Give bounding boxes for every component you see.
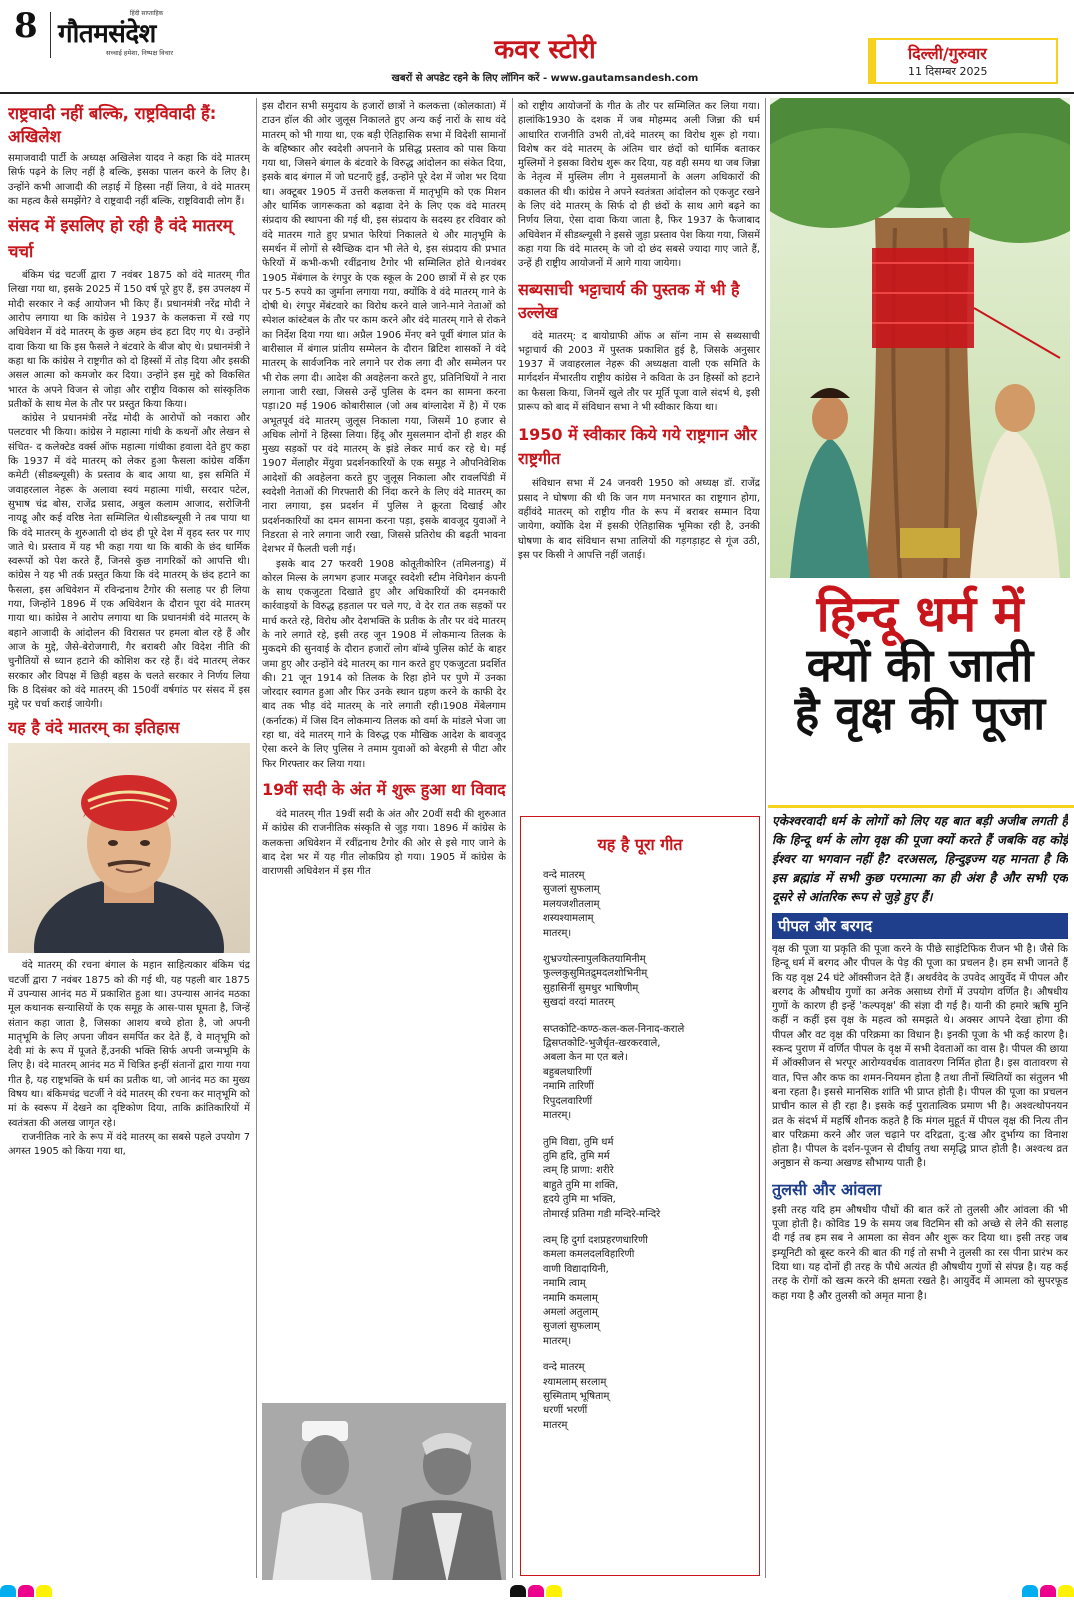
- column-1: [8, 100, 250, 1580]
- song-line: सुहासिनीं सुमधुर भाषिणीम्: [543, 982, 639, 994]
- song-line: सुखदां वरदां मातरम्: [543, 997, 615, 1009]
- main-title-line-1: हिन्दू धर्म में: [816, 585, 1024, 643]
- song-line: द्विसप्तकोटि-भुजैर्धृत-खरकरवाले,: [543, 1038, 661, 1050]
- portrait-illustration: [8, 743, 250, 953]
- date-box: [868, 38, 1058, 84]
- page-number: 8: [14, 6, 38, 46]
- song-line: सुजलां सुफलाम्: [543, 1321, 600, 1333]
- song-line: वन्दे मातरम्: [543, 1362, 585, 1374]
- paragraph: वंदे मातरम्: द बायोग्राफी ऑफ अ सॉन्ग नाम से सब्यसाची भट्टाचार्य की 2003 में पुस्तक प्रकाशित हुई है, जिसके अनुसार 1937 में जवाहरलाल नेहरू की अध्यक्षता वाली एक समिति के मार्गदर्शन मेंभारतीय राष्ट्रीय कांग्रेस ने कविता के उन हिस्सों को हटाने का फैसला किया, जिनमें खुले तौर पर मूर्ति पूजा वाले संदर्भ थे, इसी प्रारूप को बाद में संविधान सभा ने भी स्वीकार किया था।: [518, 330, 760, 414]
- intro-paragraph: एकेश्वरवादी धर्म के लोगों को लिए यह बात बड़ी अजीब लगती है कि हिन्दू धर्म के लोग वृक्ष की पूजा क्यों करते हैं जबकि वह कोई ईश्वर या भगवान नहीं है? दरअसल, हिन्दुइज्म यह मानता है कि इस ब्रह्मांड में सभी कुछ परमात्मा का ही अंश है और सभी एक दूसरे से आंतरिक रूप से जुड़े हुए हैं।: [772, 814, 1068, 904]
- song-line: सुस्मिताम् भूषिताम्: [543, 1391, 610, 1402]
- song-line: त्वम् हि प्राणा: शरीरे: [543, 1165, 614, 1177]
- song-line: नमामि तारिणीं: [543, 1081, 594, 1093]
- column-4: [772, 812, 1068, 1582]
- paragraph: राजनीतिक नारे के रूप में वंदे मातरम् का सबसे पहले उपयोग 7 अगस्त 1905 को किया गया था,: [8, 1131, 250, 1158]
- column-2: [262, 100, 506, 1580]
- song-stanza-2: [543, 953, 759, 1011]
- column-divider-3: [765, 98, 766, 1578]
- song-line: नमामि त्वाम्: [543, 1278, 586, 1290]
- headline-history: यह है वंदे मातरम् का इतिहास: [8, 718, 180, 738]
- paragraph: समाजवादी पार्टी के अध्यक्ष अखिलेश यादव ने कहा कि वंदे मातरम् सिर्फ पढ़ने के लिए नहीं है बल्कि, इसका पालन करने के लिए है। उन्होंने कभी आजादी की लड़ाई में हिस्सा नहीं लिया, वे वंदे मातरम् का महत्व कैसे समझेंगे? वे राष्ट्रवादी नहीं बल्कि, राष्ट्रविवादी लोग हैं।: [8, 153, 250, 207]
- song-line: वन्दे मातरम्: [543, 870, 585, 881]
- brand-sub: सच्चाई हमेशा, निष्पक्ष विचार: [106, 49, 174, 57]
- song-stanza-1: [543, 869, 759, 941]
- column-3: [518, 100, 760, 812]
- song-stanza-5: [543, 1234, 759, 1349]
- nehru-jinnah-photo: [262, 1403, 506, 1580]
- section-title: कवर स्टोरी: [494, 35, 596, 65]
- song-line: मातरम्।: [543, 1110, 572, 1122]
- registration-mark: [1058, 1585, 1074, 1597]
- paragraph: इसी तरह यदि हम औषधीय पौधों की बात करें तो तुलसी और आंवला की भी पूजा होती है। कोविड 19 के समय जब विटमिन सी को अच्छे से लेने की सलाह दी गई तब हम सब ने आमला का सेवन और शुरू कर दिया था। इसी तरह जब इम्यूनिटी को बूस्ट करने की बात की गई तो सभी ने तुलसी का रस पीना प्रारंभ कर दिया था। यह दोनों ही तरह के पौधे अत्यंत ही औषधीय गुणों से संपन्न है। यह कई तरह के रोगों को खत्म करने की क्षमता रखते है। आयुर्वेद में आमला को सुपरफूड कहा गया है और तुलसी को अमृत माना है।: [772, 1204, 1068, 1302]
- registration-mark: [18, 1585, 34, 1597]
- song-line: तुमि हृदि, तुमि मर्म: [543, 1150, 610, 1162]
- song-line: रिपुदलवारिणीं: [543, 1095, 593, 1107]
- city-day: दिल्ली/गुरुवार: [908, 44, 987, 63]
- song-line: हृदये तुमि मा भक्ति,: [543, 1194, 616, 1206]
- song-line: मलयजशीतलाम्: [543, 898, 600, 910]
- paragraph: संविधान सभा में 24 जनवरी 1950 को अध्यक्ष डॉ. राजेंद्र प्रसाद ने घोषणा की थी कि जन गण मनभारत का राष्ट्रगान होगा, वहींवंदे मातरम् को राष्ट्रीय गीत के रूप में बराबर सम्मान दिया जायेगा, क्योंकि देश में इसकी ऐतिहासिक भूमिका रही है, उनकी घोषणा के बाद संविधान सभा तालियों की गड़गड़ाहट से गूंज उठी, इस पर किसी ने आपत्ति नहीं जताई।: [518, 478, 760, 561]
- song-line: श्यामलाम् सरलाम्: [543, 1376, 607, 1388]
- song-line: धरणीं भरणीं: [543, 1405, 588, 1417]
- paragraph: कांग्रेस ने प्रधानमंत्री नरेंद्र मोदी के आरोपों को नकारा और पलटवार भी किया। कांग्रेस ने महात्मा गांधी के कथनों और लेखन से संचित- द कलेक्टेड वर्क्स ऑफ महात्मा गांधीका हवाला देते हुए कहा कि 1937 में वंदे मातरम् को लेकर हुआ फैसला कांग्रेस वर्किंग कमेटी (सीडब्ल्यूसी) के प्रस्ताव के बाद आया था, इस समिति में जवाहरलाल नेहरू के अलावा स्वयं महात्मा गांधी, सरदार पटेल, सुभाष चंद्र बोस, राजेंद्र प्रसाद, अबुल कलाम आजाद, सरोजिनी नायडू और कई वरिष्ठ नेता सम्मिलित थे।सीडब्ल्यूसी ने तब पाया था कि वंदे मातरम् के शुरुआती दो छंद ही पूरे देश में वृहद स्तर पर गाए जाते थे। प्रस्ताव में यह भी कहा गया था कि बाकी के छंद धार्मिक स्वरूपों को पेश करते हैं, जिनसे कुछ नागरिकों को आपत्ति थी। कांग्रेस ने यह भी तर्क प्रस्तुत किया कि वंदे मातरम् के छंद हटाने का फैसला, इस अधिवेशन में रविन्द्रनाथ टैगोर की सलाह पर ही लिया गया, जिन्होंने 1896 में एक अधिवेशन के दौरान पूरा वंदे मातरम् गाया था। कांग्रेस ने आरोप लगाया था कि प्रधानमंत्री वंदे मातरम् के बहाने आजादी के आंदोलन की विरासत पर हमला बोल रहे हैं और आज के मुद्दे, जैसे-बेरोजगारी, गैर बराबरी और विदेश नीति की चुनौतियों से ध्यान हटाने की कोशिश कर रहे हैं। वंदे मातरम् लेकर सरकार और विपक्ष में छिड़ी बहस के चलते सरकार ने निर्णय लिया कि 8 दिसंबर को वंदे मातरम् की 150वीं वर्षगांठ पर संसद में इस मुद्दे पर चर्चा कराई जायेगी।: [8, 413, 250, 711]
- song-line: अमलां अतुलाम्: [543, 1306, 598, 1318]
- song-stanza-3: [543, 1023, 759, 1124]
- paragraph: बंकिम चंद्र चटर्जी द्वारा 7 नवंबर 1875 को वंदे मातरम् गीत लिखा गया था, इसके 2025 में 150 वर्ष पूरे हुए हैं, इस उपलक्ष्य में मोदी सरकार ने कई आयोजन भी किए हैं। प्रधानमंत्री नरेंद्र मोदी ने आरोप लगाया था कि कांग्रेस ने 1937 के कलकत्ता में रखे गए अधिवेशन में वंदे मातरम् के कुछ अहम छंद हटा दिए गए थे। उन्होंने दावा किया था कि इस फैसले ने बंटवारे के बीज बोए थे। प्रधानमंत्री ने कहा था कि कांग्रेस ने राष्ट्रगीत को दो हिस्सों में तोड़ दिया और इसकी असल आत्मा को कमजोर कर दिया। उन्होंने इस मुद्दे को विकसित भारत के अपने विजन से जोड़ा और राष्ट्रीय विकास को सांस्कृतिक प्रतीकों के साथ मेल के तौर पर प्रस्तुत किया किया।: [8, 270, 250, 410]
- full-song-box: [520, 816, 760, 1576]
- bankim-portrait: [8, 743, 250, 953]
- masthead-divider: [50, 12, 51, 58]
- tree-illustration: [770, 98, 1070, 578]
- song-line: बाहुते तुमि मा शक्ति,: [543, 1179, 619, 1191]
- brand-tag: हिंदी साप्ताहिक: [130, 10, 164, 17]
- headline-akhilesh: राष्ट्रवादी नहीं बल्कि, राष्ट्रविवादी हैं: अखिलेश: [8, 104, 217, 146]
- song-line: मातरम्: [543, 1419, 568, 1431]
- main-title-rule: [768, 805, 1074, 808]
- song-line: शुभ्रज्योत्स्नापुलकितयामिनीम्: [543, 954, 646, 966]
- column-divider-2: [512, 98, 513, 1578]
- main-title-line-3: है वृक्ष की पूजा: [794, 685, 1046, 740]
- song-line: सप्तकोटि-कण्ठ-कल-कल-निनाद-कराले: [543, 1023, 685, 1035]
- registration-mark: [546, 1585, 562, 1597]
- paragraph: को राष्ट्रीय आयोजनों के गीत के तौर पर सम्मिलित कर लिया गया।हालांकि1930 के दशक में जब मोहम्मद अली जिन्ना की धर्म आधारित राजनीति उभरी तो,वंदे मातरम् का विरोध शुरू हो गया। विशेष कर वंदे मातरम् के अंतिम चार छंदों को धार्मिक बताकर मुस्लिमों ने इसका विरोध शुरू कर दिया, यह वही समय था जब जिन्ना के नेतृत्व में मुस्लिम लीग ने मुसलमानों के अलग अधिकारों की वकालत की थी। कांग्रेस ने अपने स्वतंत्रता आंदोलन को एकजुट रखने के लिए वंदे मातरम् के सिर्फ दो ही छंदों के साथ आगे बढ़ने का निर्णय लिया, ऐसा दावा किया जाता है, फिर 1937 के फैजाबाद अधिवेशन में सीडब्ल्यूसी ने इससे जुड़ा प्रस्ताव पेश किया गया, जिसमें कहा गया कि वंदे मातरम् के जो दो छंद सबसे ज्यादा गाए जाते हैं, उन्हें ही राष्ट्रीय आयोजनों में आगे गाया जायेगा।: [518, 101, 760, 270]
- paragraph: वंदे मातरम् की रचना बंगाल के महान साहित्यकार बंकिम चंद्र चटर्जी द्वारा 7 नवंबर 1875 को की गई थी, यह पहली बार 1875 में उपन्यास आनंद मठ में प्रकाशित हुआ था। उपन्यास आनंद मठका मूल कथानक सन्यासियों के एक समूह के आस-पास घूमता है, जिन्हें संतान कहा जाता है, जिसका आशय बच्चे होता है, जो अपनी मातृभूमि के लिए अपना जीवन समर्पित कर देते हैं, वे मातृभूमि को देवी मां के रूप में पूजते हैं,उनकी भक्ति सिर्फ अपनी जन्मभूमि के लिए है। वंदे मातरम् आनंद मठ में चित्रित इन्हीं संतानों द्वारा गाया गया गीत है, यह राष्ट्रभक्ति के धर्म का प्रतीक था, जो आनंद मठ का मुख्य विषय था। बंकिमचंद्र चटर्जी ने वंदे मातरम् की रचना कर मातृभूमि को मां के स्वरूप में देखने का दृष्टिकोण दिया, ताकि क्रांतिकारियों में स्वतंत्रता की अलख जागृत रहे।: [8, 960, 250, 1129]
- paragraph: इसके बाद 27 फरवरी 1908 कोतूतीकोरिन (तमिलनाडु) में कोरल मिल्स के लगभग हजार मजदूर स्वदेशी स्टीम नेविगेशन कंपनी के साथ एकजुटता दिखाते हुए और अधिकारियों की दमनकारी कार्रवाइयों के विरुद्ध हड़ताल पर चले गए, वे देर रात तक सड़कों पर मार्च करते रहे, विरोध और देशभक्ति के प्रतीक के तौर पर वंदे मातरम् के नारे लगाते रहे, इसी तरह जून 1908 में लोकमान्य तिलक के मुकदमे की सुनवाई के दौरान हजारों लोग बॉम्बे पुलिस कोर्ट के बाहर जमा हुए और उन्होंने वंदे मातरम् का गान करते हुए एकजुटता प्रदर्शित की। 21 जून 1914 को तिलक के रिहा होने पर पुणे में उनका जोरदार स्वागत हुआ और फिर उनके स्थान ग्रहण करने के काफी देर बाद तक भीड़ वंदे मातरम् के नारे लगाती रही।1908 मेंबेलगाम (कर्नाटक) में जिस दिन लोकमान्य तिलक को वर्मा के मांडले भेजा जा रहा था, वंदे मातरम् गाने के विरुद्ध एक मौखिक आदेश के बावजूद ऐसा करने के लिए पुलिस ने तमाम युवाओं को बेरहमी से पीटा और फिर गिरफ्तार कर लिया गया।: [262, 558, 506, 770]
- song-line: तुमि विद्या, तुमि धर्म: [543, 1136, 614, 1148]
- headline-parliament: संसद में इसलिए हो रही है वंदे मातरम् चर्चा: [8, 216, 233, 262]
- column-divider-1: [256, 98, 257, 1578]
- headline-peepal: पीपल और बरगद: [772, 913, 1068, 939]
- tree-worship-illustration: [770, 98, 1070, 578]
- headline-1950: 1950 में स्वीकार किये गये राष्ट्रगान और राष्ट्रगीत: [518, 425, 757, 469]
- headline-bhattacharya: सब्यसाची भट्टाचार्य की पुस्तक में भी है उल्लेख: [518, 279, 740, 322]
- paragraph: वृक्ष की पूजा या प्रकृति की पूजा करने के पीछे साइंटिफिक रीजन भी है। जैसे कि हिन्दू धर्म में बरगद और पीपल के पेड़ की पूजा का प्रचलन है। हम सभी जानते हैं कि यह वृक्ष 24 घंटे ऑक्सीजन देते हैं। अथर्ववेद के उपवेद आयुर्वेद में पीपल और बरगद के औषधीय गुणों का अनेक असाध्य रोगों में उपयोग वर्णित है। औषधीय गुणों के कारण ही इन्हें 'कल्पवृक्ष' की संज्ञा दी गई है। यानी की हमारे ऋषि मुनि कहीं न कहीं इस वृक्ष के महत्व को समझते थे। अक्सर आपने देखा होगा की पीपल और वट वृक्ष की परिक्रमा का विधान है। इनकी पूजा के भी कई कारण है। स्कन्द पुराण में वर्णित पीपल के वृक्ष में सभी देवताओं का वास है। पीपल की छाया में ऑक्सीजन से भरपूर आरोग्यवर्धक वातावरण निर्मित होता है। इस वातावरण से वात, पित्त और कफ का शमन-नियमन होता है तथा तीनों स्थितियों का संतुलन भी बना रहता है। इससे मानसिक शांति भी प्राप्त होती है। पीपल की पूजा का प्रचलन प्राचीन काल से ही रहा है। इसके कई पुरातात्विक प्रमाण भी है। अश्वत्थोपनयन व्रत के संदर्भ में महर्षि शौनक कहते है कि मंगल मुहूर्त में पीपल वृक्ष की नित्य तीन बार परिक्रमा करने और जल चढ़ाने पर दरिद्रता, दु:ख और दुर्भाग्य का विनाश होता है। पीपल के दर्शन-पूजन से दीर्घायु तथा समृद्धि प्राप्त होती है। अश्वत्थ व्रत अनुष्ठान से कन्या अखण्ड सौभाग्य पाती है।: [772, 944, 1068, 1170]
- photo-illustration: [262, 1403, 506, 1580]
- login-line[interactable]: खबरों से अपडेट रहने के लिए लॉगिन करें - www.gautamsandesh.com: [391, 73, 699, 84]
- song-stanza-6: [543, 1361, 759, 1433]
- song-line: नमामि कमलाम्: [543, 1292, 598, 1304]
- main-title: [770, 585, 1070, 740]
- brand-logo: गौतमसंदेश: [58, 19, 156, 49]
- song-line: फुल्लकुसुमितद्रुमदलशोभिनीम्: [543, 968, 648, 980]
- paragraph: वंदे मातरम् गीत 19वीं सदी के अंत और 20वीं सदी की शुरुआत में कांग्रेस की राजनीतिक संस्कृति से जुड़ गया। 1896 में कांग्रेस के कलकत्ता अधिवेशन में रवींद्रनाथ टैगोर की ओर से इसे गाए जाने के बाद देश भर में यह गीत लोकप्रिय हो गया। 1905 में कांग्रेस के वाराणसी अधिवेशन में इस गीत: [262, 808, 506, 878]
- song-line: मातरम्।: [543, 1335, 572, 1347]
- registration-mark: [0, 1585, 16, 1597]
- song-line: शस्यश्यामलाम्: [543, 913, 594, 925]
- registration-mark: [1040, 1585, 1056, 1597]
- song-line: अबला केन मा एत बले।: [543, 1052, 628, 1064]
- main-title-line-2: क्यों की जाती: [806, 637, 1034, 692]
- song-stanza-4: [543, 1136, 759, 1222]
- paragraph: इस दौरान सभी समुदाय के हजारों छात्रों ने कलकत्ता (कोलकाता) में टाउन हॉल की ओर जुलूस निकालते हुए अन्य कई नारों के साथ वंदे मातरम् को भी गाया था, एक बड़ी ऐतिहासिक सभा में विदेशी सामानों के बहिष्कार और स्वदेशी अपनाने के प्रसिद्ध प्रस्ताव को पास किया गया था, जिसने बंगाल के बंटवारे के विरुद्ध आंदोलन का संकेत दिया, इसके बाद बंगाल में जो घटनाएँ हुईं, उन्होंने पूरे देश में जोश भर दिया था। अक्टूबर 1905 में उत्तरी कलकत्ता में मातृभूमि को एक मिशन और धार्मिक जागरूकता को बढ़ावा देने के लिए एक वंदे मातरम् संप्रदाय की स्थापना की गई थी, इस संप्रदाय के सदस्य हर रविवार को वंदे मातरम गाते हुए प्रभात फेरियां निकालते थे और मातृभूमि के समर्थन में लोगों से स्वैच्छिक दान भी लेते थे, इस संप्रदाय की प्रभात फेरियों में कभी-कभी रवींद्रनाथ टैगोर भी सम्मिलित होते थे।नवंबर 1905 मेंबंगाल के रंगपुर के एक स्कूल के 200 छात्रों में से हर एक पर 5-5 रुपये का जुर्माना लगाया गया, क्योंकि वे वंदे मातरम् गाने के दोषी थे। रंगपुर मेंबंटवारे का विरोध करने वाले जाने-माने नेताओं को स्पेशल कांस्टेबल के तौर पर काम करने और वंदे मातरम् गाने से रोकने का निर्देश दिया गया था। अप्रैल 1906 मेंनए बने पूर्वी बंगाल प्रांत के बारीसाल में बंगाल प्रांतीय सम्मेलन के दौरान ब्रिटिश शासकों ने वंदे मातरम् के सार्वजनिक नारे लगाने पर रोक लगा दी और सम्मेलन पर भी रोक लगा दी। आदेश की अवहेलना करते हुए, प्रतिनिधियों ने नारा लगाना जारी रखा, जिससे उन्हें पुलिस के दमन का सामना करना पड़ा।20 मई 1906 कोबारीसाल (जो अब बांग्लादेश में है) में एक अभूतपूर्व वंदे मातरम् जुलूस निकाला गया, जिसमें 10 हजार से अधिक लोगों ने हिस्सा लिया। हिंदू और मुसलमान दोनों ही शहर की मुख्य सड़कों पर वंदे मातरम् के झंडे लेकर मार्च कर रहे थे। मई 1907 मेंलाहौर मेंयुवा प्रदर्शनकारियों के एक समूह ने औपनिवेशिक आदेशों की अवहेलना करते हुए जुलूस निकाला और रावलपिंडी में स्वदेशी नेताओं की गिरफ्तारी की निंदा करने के लिए वंदे मातरम् का नारा लगाया, इस प्रदर्शन में पुलिस ने क्रूरता दिखाई और प्रदर्शनकारियों का दमन सामना करना पड़ा, इसके बावजूद युवाओं ने निडरता से नारे लगाना जारी रखा, जिससे प्रतिरोध की बढ़ती भावना देशभर में फैलती चली गई।: [262, 101, 506, 556]
- song-line: कमला कमलदलविहारिणी: [543, 1249, 635, 1261]
- song-line: वाणी विद्यादायिनी,: [543, 1263, 609, 1275]
- song-line: तोमारई प्रतिमा गडी मन्दिरे-मन्दिरे: [543, 1208, 661, 1220]
- song-line: बहुबलधारिणीं: [543, 1066, 592, 1078]
- song-line: सुजलां सुफलाम्: [543, 884, 600, 896]
- song-line: मातरम्।: [543, 927, 572, 939]
- masthead-rule: [0, 92, 1074, 94]
- registration-mark: [36, 1585, 52, 1597]
- issue-date: 11 दिसम्बर 2025: [908, 65, 988, 78]
- registration-mark: [528, 1585, 544, 1597]
- song-line: त्वम् हि दुर्गा दशप्रहरणधारिणी: [543, 1234, 648, 1246]
- registration-mark: [510, 1585, 526, 1597]
- headline-tulsi: तुलसी और आंवला: [772, 1179, 882, 1199]
- headline-controversy: 19वीं सदी के अंत में शुरू हुआ था विवाद: [262, 779, 506, 799]
- registration-mark: [1022, 1585, 1038, 1597]
- song-title: यह है पूरा गीत: [597, 835, 683, 854]
